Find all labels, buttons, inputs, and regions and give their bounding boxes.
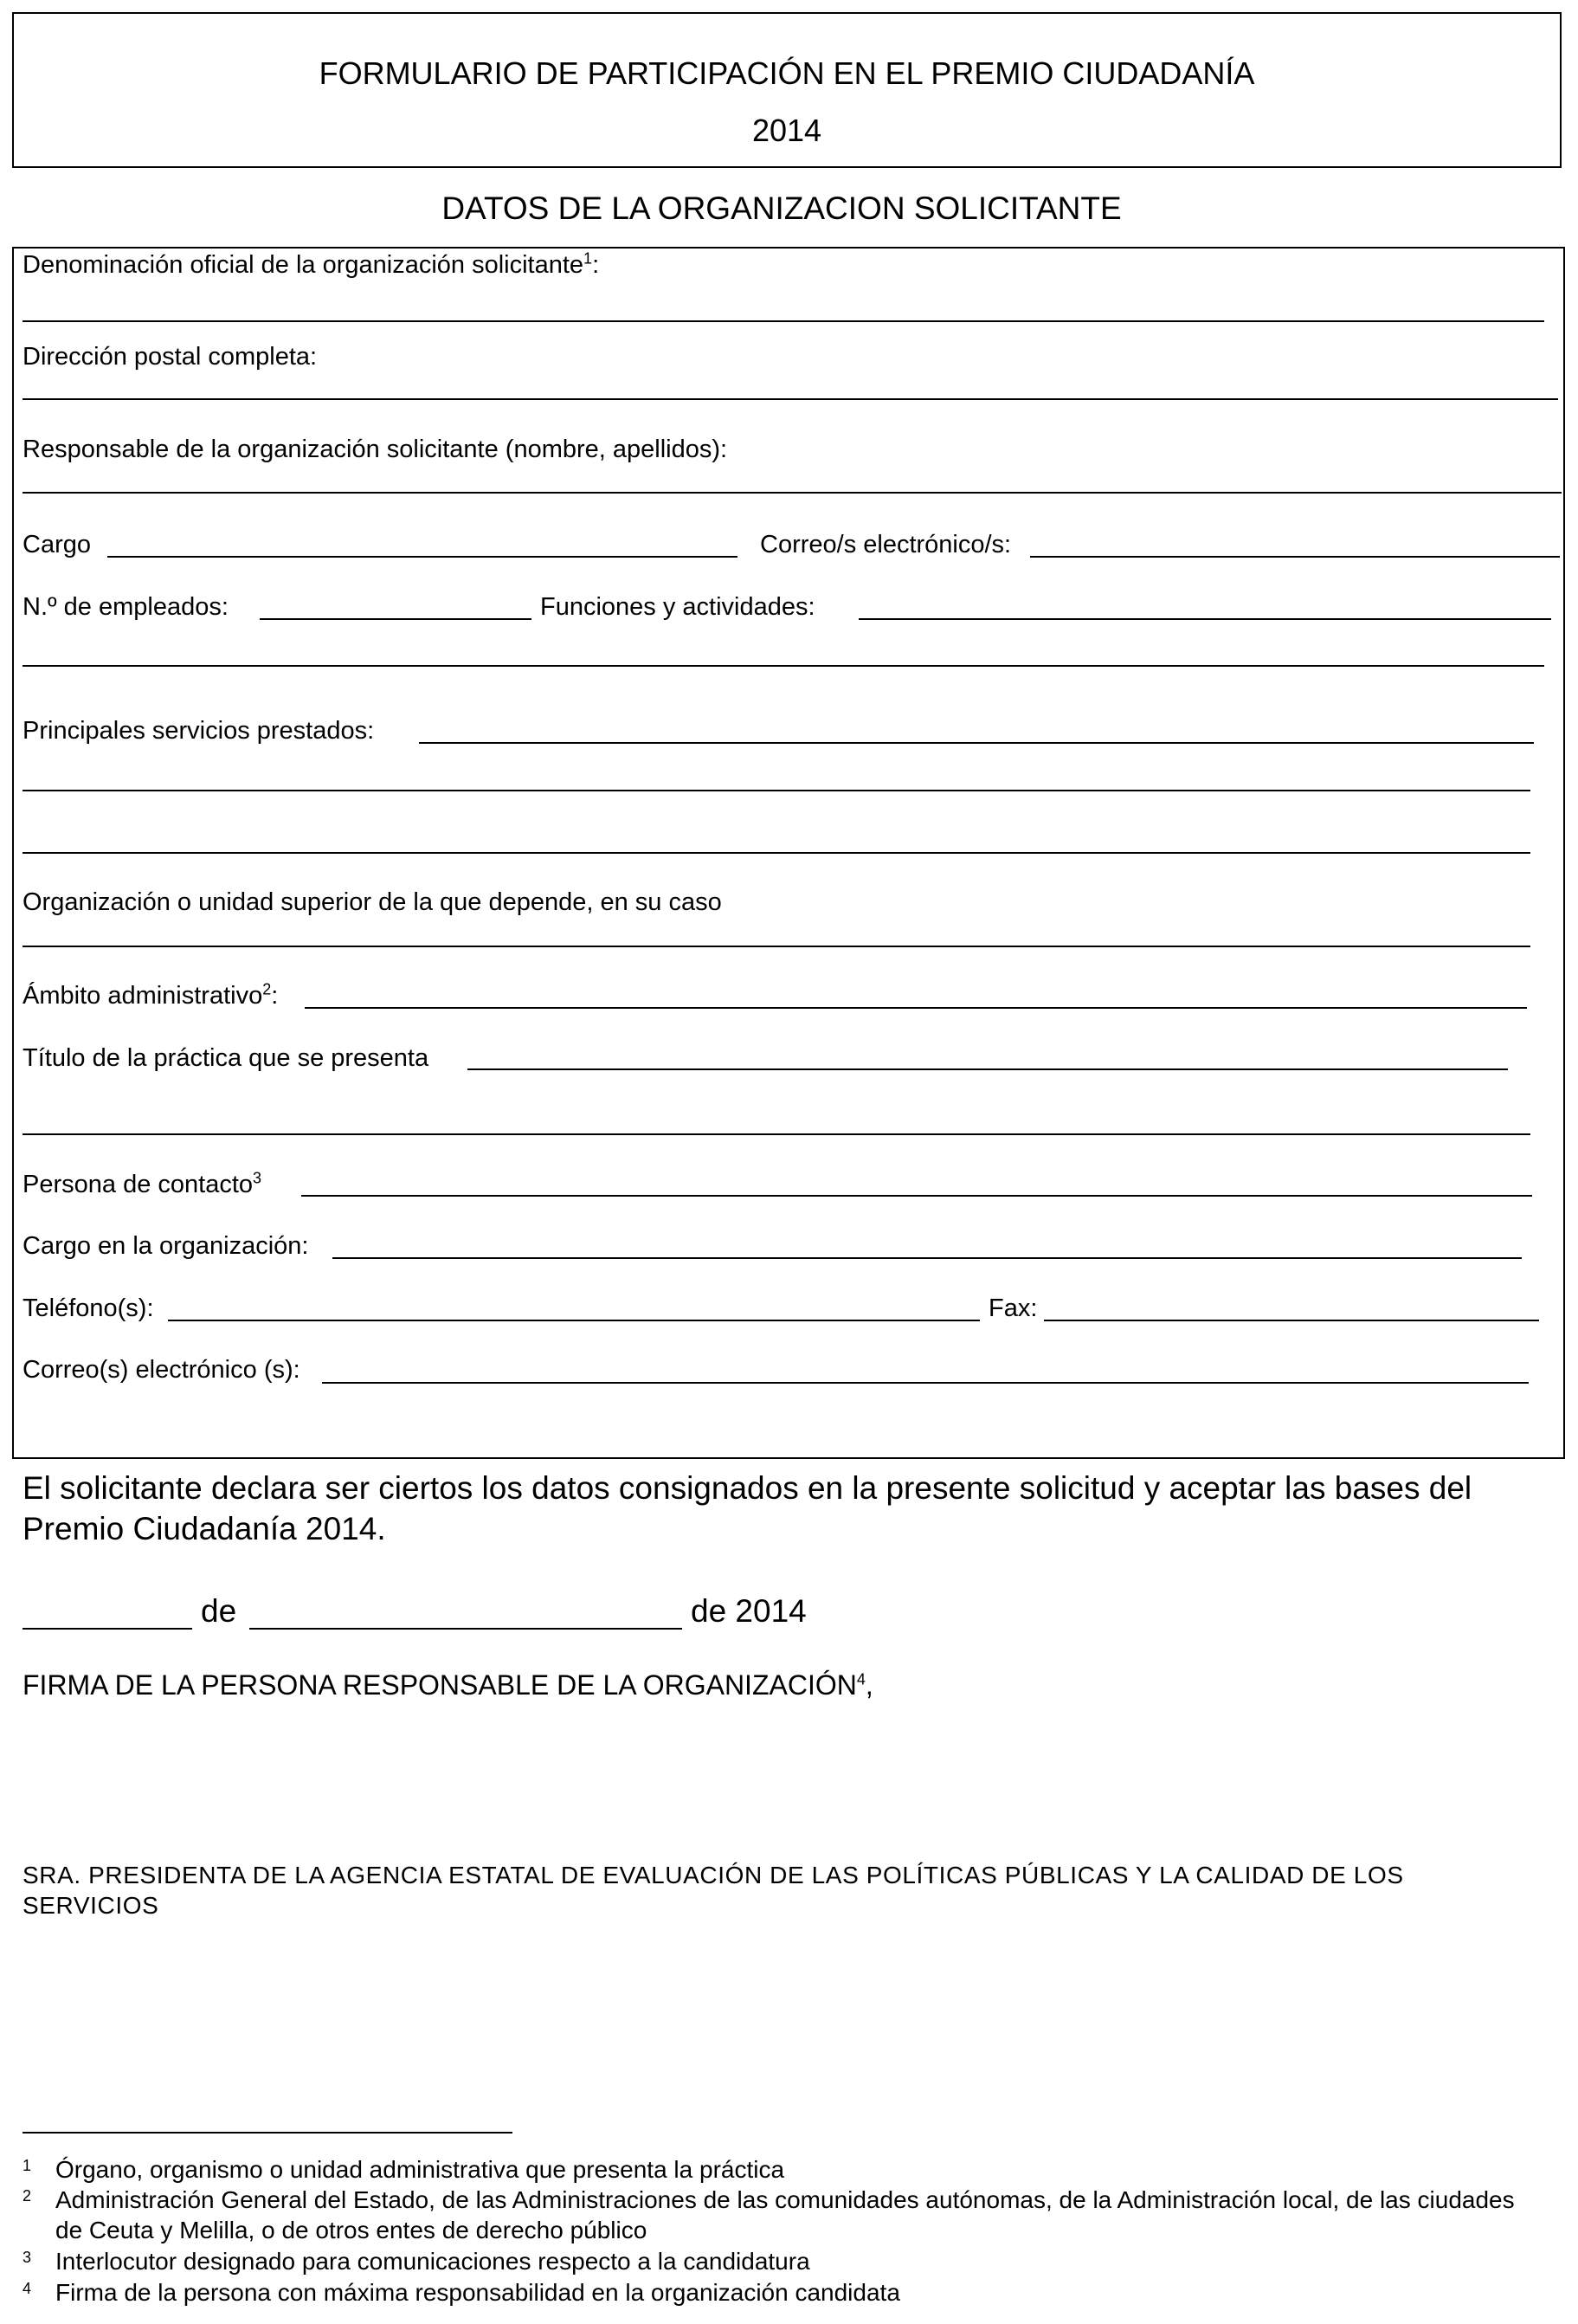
- cargo-organizacion-field[interactable]: [332, 1257, 1522, 1259]
- correo-contacto-field[interactable]: [322, 1382, 1529, 1384]
- servicios-field-line-3[interactable]: [23, 852, 1530, 854]
- footnote-number: 3: [23, 2249, 32, 2266]
- responsable-label: Responsable de la organización solicitante (nombre, apellidos):: [23, 436, 728, 463]
- organizacion-superior-label: Organización o unidad superior de la que depende, en su caso: [23, 888, 722, 916]
- titulo-practica-label: Título de la práctica que se presenta: [23, 1044, 429, 1072]
- empleados-field[interactable]: [260, 618, 531, 620]
- correo-label: Correo/s electrónico/s:: [760, 531, 1012, 558]
- section-title: DATOS DE LA ORGANIZACION SOLICITANTE: [441, 190, 1122, 226]
- footnote-text: Interlocutor designado para comunicaciones respecto a la candidatura: [55, 2248, 810, 2275]
- footnote-separator: [23, 2132, 512, 2134]
- form-year: 2014: [751, 113, 822, 148]
- footnote-text: Órgano, organismo o unidad administrativa que presenta la práctica: [55, 2156, 785, 2183]
- servicios-field[interactable]: [419, 742, 1534, 744]
- footnote-ref-4: 4: [856, 1670, 866, 1688]
- cargo-label: Cargo: [23, 531, 91, 558]
- cargo-organizacion-label: Cargo en la organización:: [23, 1232, 309, 1260]
- fax-label: Fax:: [989, 1294, 1038, 1322]
- telefono-field[interactable]: [168, 1320, 980, 1321]
- form-title-box: [12, 12, 1562, 168]
- declaration-text: El solicitante declara ser ciertos los datos consignados en la presente solicitud y aceptar las bases del Premio Ciudadanía 2014.: [23, 1470, 1472, 1546]
- persona-contacto-field[interactable]: [301, 1195, 1532, 1197]
- servicios-label: Principales servicios prestados:: [23, 717, 375, 745]
- date-de-label: de: [201, 1593, 237, 1629]
- titulo-practica-field[interactable]: [467, 1068, 1508, 1070]
- servicios-field-line-2[interactable]: [23, 790, 1530, 791]
- form-title: FORMULARIO DE PARTICIPACIÓN EN EL PREMIO CIUDADANÍA: [319, 55, 1255, 91]
- responsable-field[interactable]: [23, 492, 1562, 494]
- footnote-text: Administración General del Estado, de las Administraciones de las comunidades autónomas, de la Administración local, de las ciudades de Ceuta y Melilla, o de otros entes de derecho público: [55, 2186, 1515, 2243]
- footnote-number: 1: [23, 2157, 32, 2174]
- correo-field[interactable]: [1030, 556, 1560, 558]
- direccion-field[interactable]: [23, 398, 1558, 400]
- cargo-field[interactable]: [107, 556, 737, 558]
- footnote-text: Firma de la persona con máxima responsabilidad en la organización candidata: [55, 2279, 900, 2306]
- signature-label: FIRMA DE LA PERSONA RESPONSABLE DE LA ORGANIZACIÓN$^4$,: [23, 1669, 873, 1701]
- telefono-label: Teléfono(s):: [23, 1294, 154, 1322]
- funciones-field-line-2[interactable]: [23, 665, 1544, 667]
- denominacion-field[interactable]: [23, 320, 1544, 322]
- titulo-practica-field-line-2[interactable]: [23, 1133, 1530, 1135]
- footnote-number: 4: [23, 2280, 32, 2297]
- denominacion-label: Denominación oficial de la organización solicitante$^1$:: [23, 249, 600, 279]
- ambito-field[interactable]: [305, 1007, 1527, 1009]
- footnote-number: 2: [23, 2187, 32, 2205]
- correo-contacto-label: Correo(s) electrónico (s):: [23, 1356, 300, 1384]
- funciones-field[interactable]: [859, 618, 1551, 620]
- footnote-ref-1: 1: [583, 249, 593, 268]
- footnote-ref-2: 2: [262, 980, 272, 998]
- direccion-label: Dirección postal completa:: [23, 343, 318, 371]
- empleados-label: N.º de empleados:: [23, 593, 229, 621]
- funciones-label: Funciones y actividades:: [540, 593, 815, 621]
- fax-field[interactable]: [1044, 1320, 1539, 1321]
- organizacion-superior-field[interactable]: [23, 946, 1530, 947]
- date-day-field[interactable]: [23, 1628, 192, 1630]
- ambito-label: Ámbito administrativo$^2$:: [23, 980, 279, 1010]
- persona-contacto-label: Persona de contacto$^3$: [23, 1169, 262, 1198]
- footnote-ref-3: 3: [253, 1169, 262, 1187]
- date-year-label: de 2014: [691, 1593, 807, 1629]
- date-month-field[interactable]: [249, 1628, 682, 1630]
- addressee: SRA. PRESIDENTA DE LA AGENCIA ESTATAL DE EVALUACIÓN DE LAS POLÍTICAS PÚBLICAS Y LA CALIDAD DE LOS SERVICIOS: [23, 1862, 1404, 1919]
